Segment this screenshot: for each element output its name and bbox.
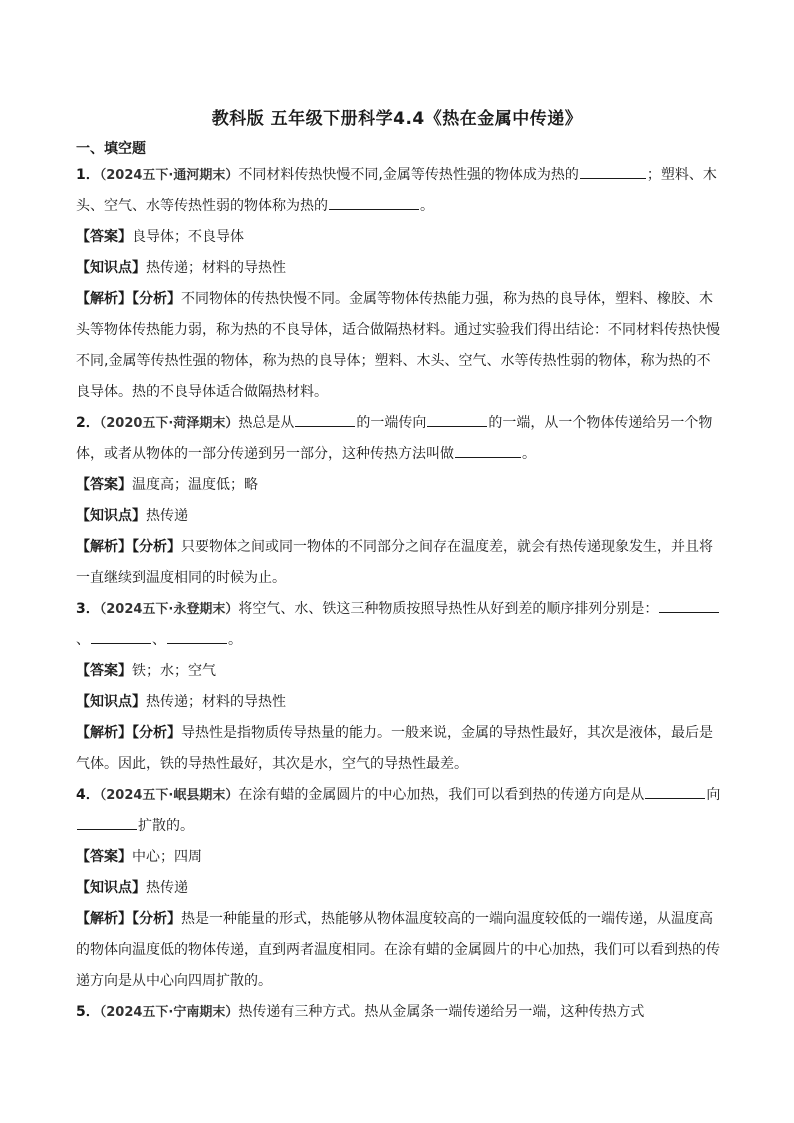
answer-text: 铁；水；空气 xyxy=(132,663,216,679)
answer-blank xyxy=(659,598,719,613)
question-number: 4． xyxy=(76,787,100,803)
question-2 xyxy=(76,408,722,470)
answer-text: 良导体；不良导体 xyxy=(132,229,244,245)
question-text: 的一端，从一个物体传递给另一个物体，或者从物体的一部分传递到另一部分，这种传热方法叫做 xyxy=(76,415,713,462)
question-source: （2024五下·通河期末） xyxy=(99,168,239,183)
answer-line xyxy=(76,470,722,501)
analysis-label: 【解析】【分析】 xyxy=(76,291,181,307)
knowledge-label: 【知识点】 xyxy=(76,260,146,276)
analysis-text: 不同物体的传热快慢不同。金属等物体传热能力强，称为热的良导体，塑料、橡胶、木头等物体传热能力弱，称为热的不良导体，适合做隔热材料。通过实验我们得出结论：不同材料传热快慢不同,金属等传热性强的物体，称为热的良导体；塑料、木头、空气、水等传热性弱的物体，称为热的不良导体。热的不良导体适合做隔热材料。 xyxy=(76,291,720,400)
question-text: 在涂有蜡的金属圆片的中心加热，我们可以看到热的传递方向是从 xyxy=(238,787,645,803)
knowledge-label: 【知识点】 xyxy=(76,880,146,896)
question-text: 不同材料传热快慢不同,金属等传热性强的物体成为热的 xyxy=(238,167,579,183)
question-source: （2020五下·菏泽期末） xyxy=(99,416,239,431)
question-source: （2024五下·永登期末） xyxy=(99,602,239,617)
question-number: 2． xyxy=(76,415,100,431)
analysis-line xyxy=(76,718,722,780)
knowledge-text: 热传递；材料的导热性 xyxy=(146,694,286,710)
answer-label: 【答案】 xyxy=(76,477,132,493)
analysis-label: 【解析】【分析】 xyxy=(76,725,181,741)
analysis-line xyxy=(76,532,722,594)
answer-label: 【答案】 xyxy=(76,663,132,679)
question-1 xyxy=(76,160,722,222)
answer-blank xyxy=(295,412,355,427)
answer-blank xyxy=(455,443,521,458)
answer-blank xyxy=(329,195,419,210)
answer-blank xyxy=(167,629,227,644)
question-text: 。 xyxy=(522,446,536,462)
separator: 、 xyxy=(76,632,90,648)
question-text: 。 xyxy=(420,198,434,214)
answer-label: 【答案】 xyxy=(76,229,132,245)
knowledge-label: 【知识点】 xyxy=(76,508,146,524)
question-5 xyxy=(76,997,722,1028)
question-text: 。 xyxy=(228,632,242,648)
question-number: 3． xyxy=(76,601,100,617)
knowledge-line xyxy=(76,873,722,904)
question-3 xyxy=(76,594,722,656)
question-text: ；塑料、木头、空气、水等传热性弱的物体称为热的 xyxy=(76,167,717,214)
answer-blank xyxy=(77,815,137,830)
question-source: （2024五下·岷县期末） xyxy=(99,788,239,803)
question-text: 将空气、水、铁这三种物质按照导热性从好到差的顺序排列分别是： xyxy=(238,601,659,617)
answer-text: 中心；四周 xyxy=(132,849,202,865)
answer-blank xyxy=(91,629,151,644)
answer-text: 温度高；温度低；略 xyxy=(132,477,258,493)
analysis-label: 【解析】【分析】 xyxy=(76,539,181,555)
answer-line xyxy=(76,222,722,253)
answer-line xyxy=(76,842,722,873)
answer-line xyxy=(76,656,722,687)
question-text: 向 xyxy=(706,787,721,803)
knowledge-text: 热传递；材料的导热性 xyxy=(146,260,286,276)
answer-label: 【答案】 xyxy=(76,849,132,865)
question-number: 5． xyxy=(76,1004,100,1020)
knowledge-text: 热传递 xyxy=(146,880,188,896)
question-text: 的一端传向 xyxy=(356,415,427,431)
question-list xyxy=(76,160,722,1028)
document-title: 教科版 五年级下册科学4.4《热在金属中传递》 xyxy=(211,109,583,129)
analysis-line xyxy=(76,284,722,408)
knowledge-line xyxy=(76,687,722,718)
question-source: （2024五下·宁南期末） xyxy=(99,1005,239,1020)
analysis-line xyxy=(76,904,722,997)
knowledge-line xyxy=(76,501,722,532)
answer-blank xyxy=(645,784,705,799)
answer-blank xyxy=(427,412,487,427)
separator: 、 xyxy=(152,632,166,648)
analysis-text: 导热性是指物质传导热量的能力。一般来说，金属的导热性最好，其次是液体，最后是气体。因此，铁的导热性最好，其次是水，空气的导热性最差。 xyxy=(76,725,713,772)
knowledge-line xyxy=(76,253,722,284)
analysis-label: 【解析】【分析】 xyxy=(76,911,181,927)
question-text: 热传递有三种方式。热从金属条一端传递给另一端，这种传热方式 xyxy=(238,1004,645,1020)
question-number: 1． xyxy=(76,167,100,183)
question-text: 扩散的。 xyxy=(138,818,194,834)
section-heading: 一、填空题 xyxy=(76,141,146,157)
answer-blank xyxy=(580,164,646,179)
knowledge-label: 【知识点】 xyxy=(76,694,146,710)
question-text: 热总是从 xyxy=(238,415,295,431)
question-4 xyxy=(76,780,722,842)
knowledge-text: 热传递 xyxy=(146,508,188,524)
analysis-text: 热是一种能量的形式，热能够从物体温度较高的一端向温度较低的一端传递，从温度高的物体向温度低的物体传递，直到两者温度相同。在涂有蜡的金属圆片的中心加热，我们可以看到热的传递方向是从中心向四周扩散的。 xyxy=(76,911,720,989)
analysis-text: 只要物体之间或同一物体的不同部分之间存在温度差，就会有热传递现象发生，并且将一直继续到温度相同的时候为止。 xyxy=(76,539,713,586)
